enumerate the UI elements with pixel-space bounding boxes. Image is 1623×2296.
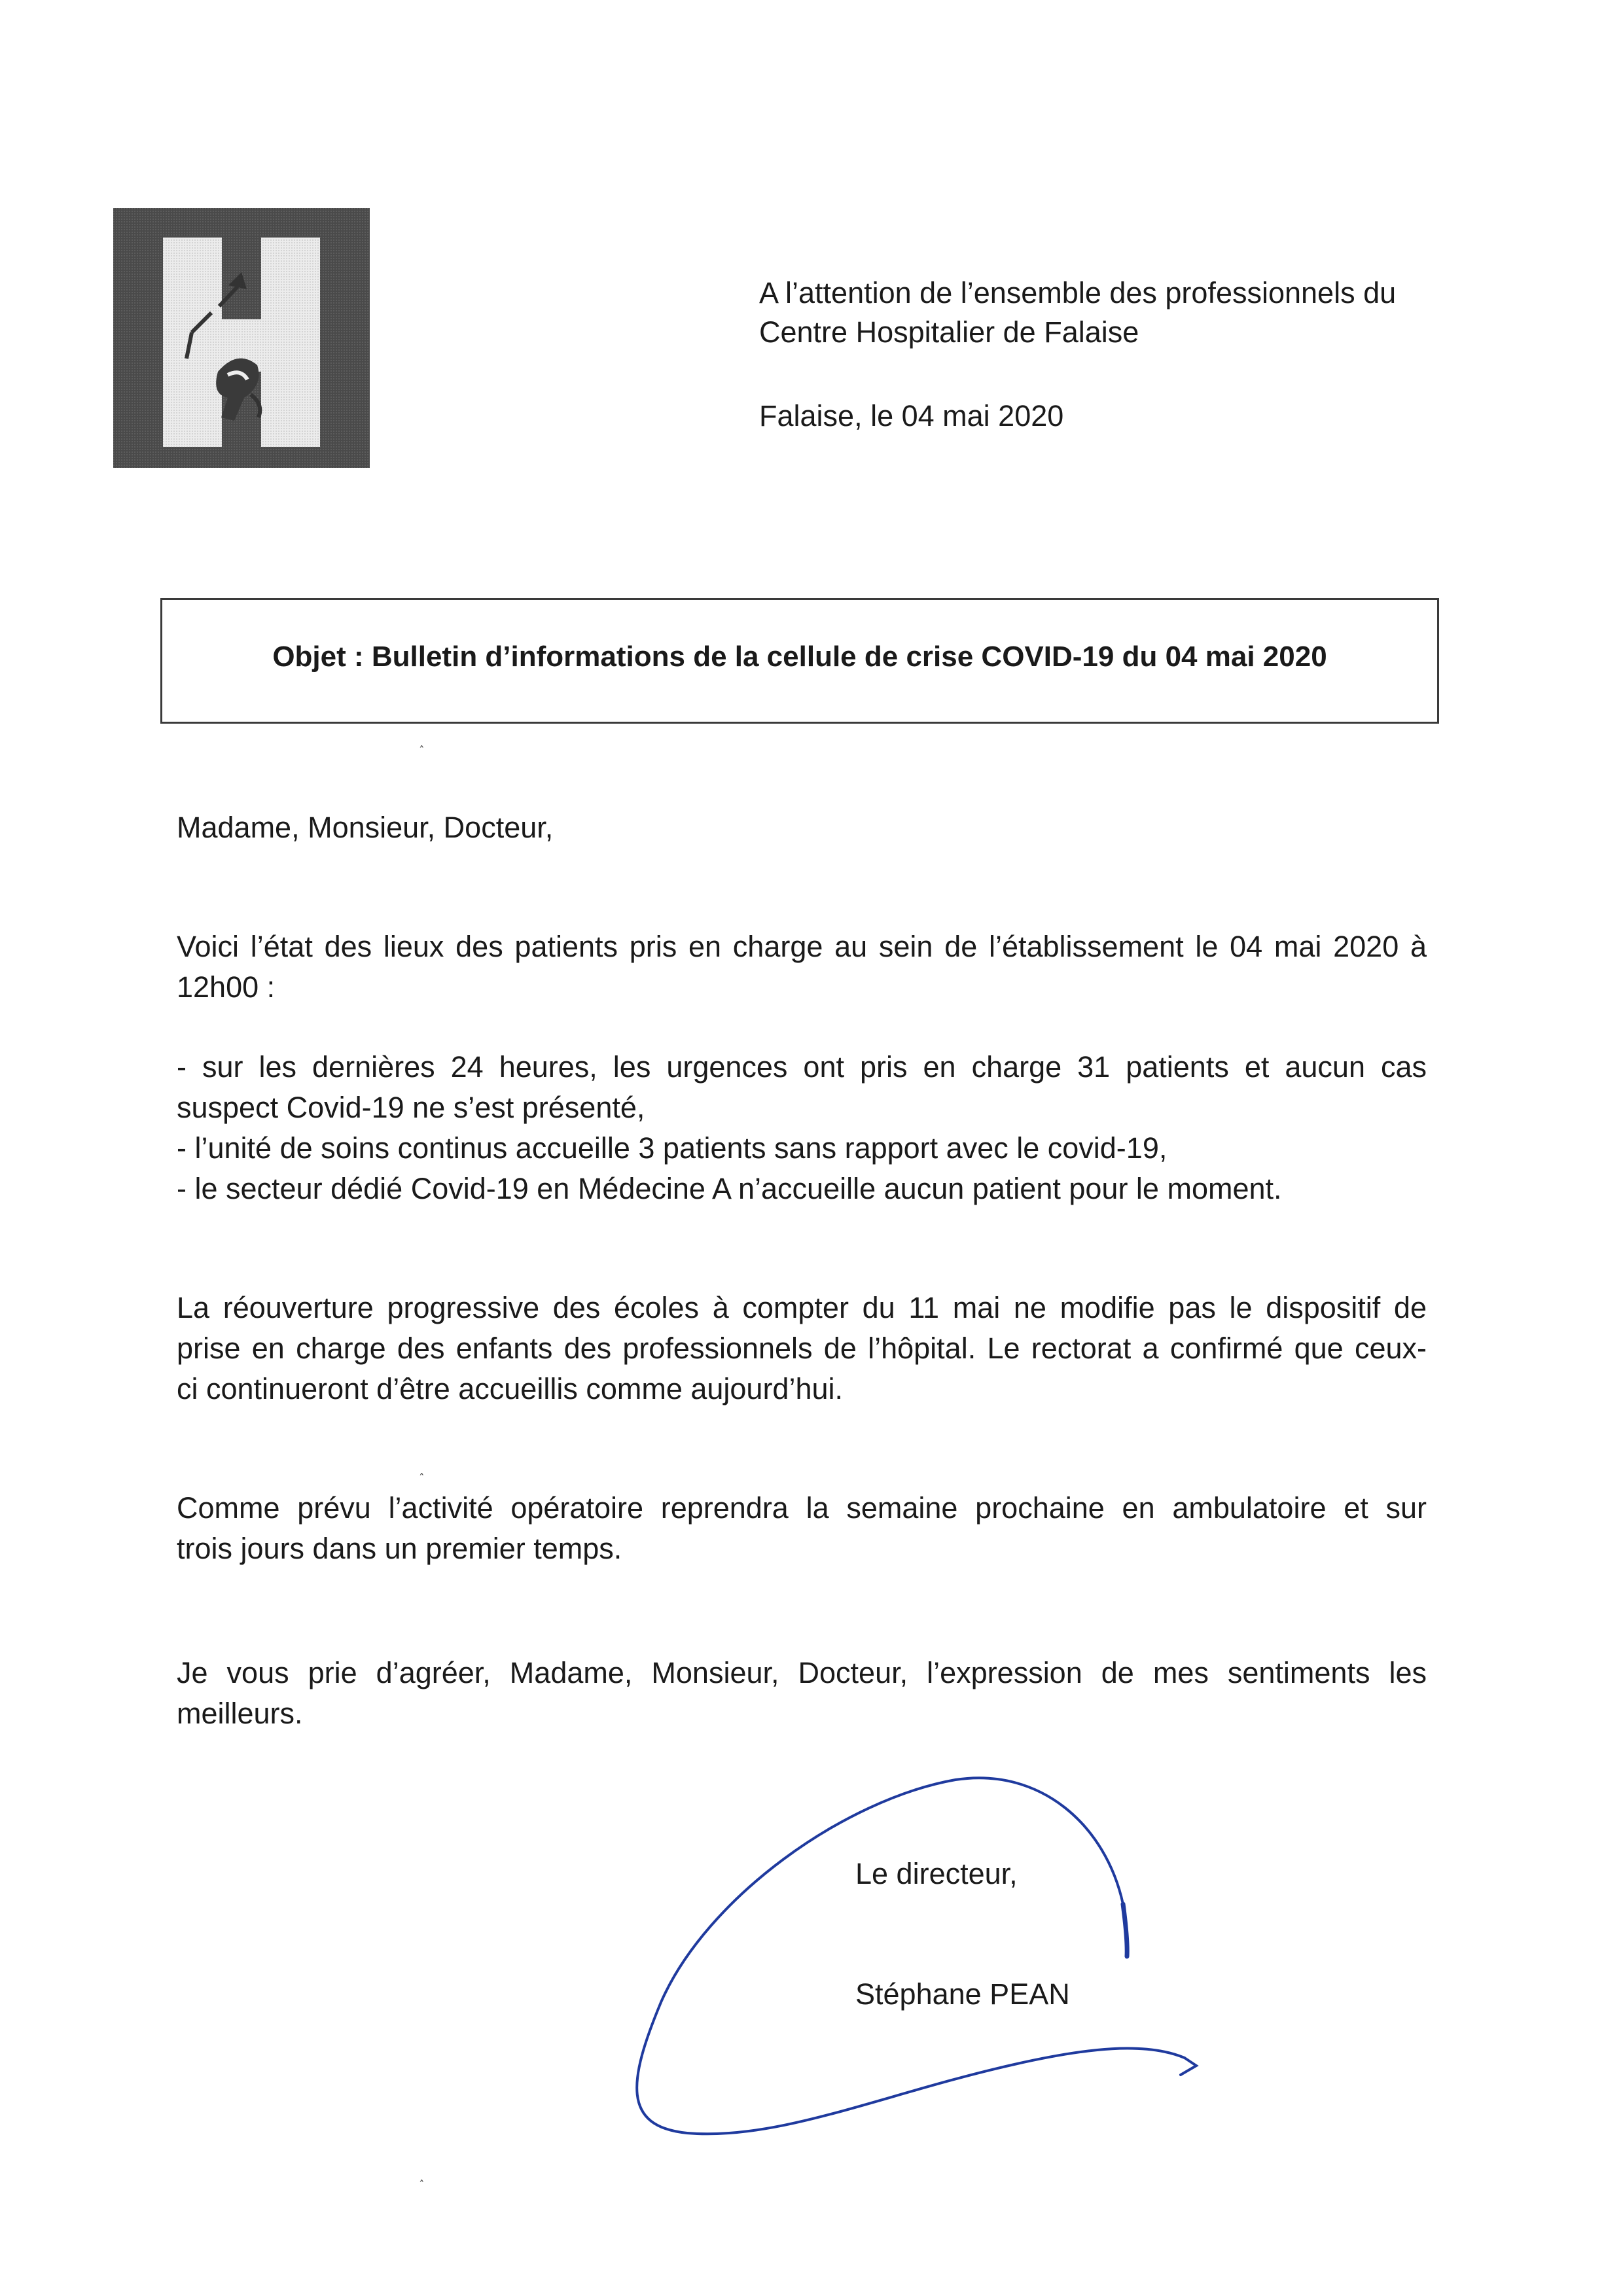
paragraph-line: Voici l’état des lieux des patients pris en charge au sein de l’établissement le 04 mai 2020 à [177, 930, 1427, 963]
paragraph-line: 12h00 : [177, 970, 276, 1004]
list-item: - le secteur dédié Covid-19 en Médecine A n’accueille aucun patient pour le moment. [177, 1172, 1282, 1205]
paragraph-line: trois jours dans un premier temps. [177, 1532, 622, 1565]
salutation-text: Madame, Monsieur, Docteur, [177, 811, 554, 844]
handwritten-signature [609, 1727, 1315, 2185]
subject-box [160, 598, 1439, 724]
scan-speck: ˰ [419, 1457, 425, 1476]
recipient-line: Centre Hospitalier de Falaise [759, 315, 1139, 349]
recipient-block [759, 274, 1505, 352]
list-item: - sur les dernières 24 heures, les urgences ont pris en charge 31 patients et aucun cas [177, 1050, 1427, 1084]
list-item-continuation: suspect Covid-19 ne s’est présenté, [177, 1091, 645, 1124]
hospital-logo [113, 208, 370, 468]
paragraph-line: ci continueront d’être accueillis comme aujourd’hui. [177, 1372, 844, 1405]
letter-date: Falaise, le 04 mai 2020 [759, 399, 1064, 433]
paragraph-line: meilleurs. [177, 1697, 303, 1730]
closing-paragraph [177, 1653, 1427, 1734]
status-list [177, 1047, 1427, 1209]
schools-paragraph [177, 1288, 1427, 1409]
paragraph-line: Comme prévu l’activité opératoire reprendra la semaine prochaine en ambulatoire et sur [177, 1491, 1427, 1525]
paragraph-line: prise en charge des enfants des professionnels de l’hôpital. Le rectorat a confirmé que ceux- [177, 1332, 1427, 1365]
recipient-line: A l’attention de l’ensemble des professionnels du [759, 276, 1397, 309]
surgery-paragraph [177, 1488, 1427, 1569]
salutation [177, 807, 1427, 848]
signatory-title: Le directeur, [855, 1857, 1018, 1890]
intro-paragraph [177, 927, 1427, 1008]
signatory-name: Stéphane PEAN [855, 1977, 1070, 2011]
paragraph-line: Je vous prie d’agréer, Madame, Monsieur, Docteur, l’expression de mes sentiments les [177, 1656, 1427, 1689]
subject-line: Objet : Bulletin d’informations de la cellule de crise COVID-19 du 04 mai 2020 [272, 641, 1327, 673]
list-item: - l’unité de soins continus accueille 3 patients sans rapport avec le covid-19, [177, 1131, 1168, 1165]
scan-speck: ˰ [419, 729, 425, 749]
paragraph-line: La réouverture progressive des écoles à compter du 11 mai ne modifie pas le dispositif de [177, 1291, 1427, 1324]
scan-speck: ˰ [419, 2163, 425, 2183]
